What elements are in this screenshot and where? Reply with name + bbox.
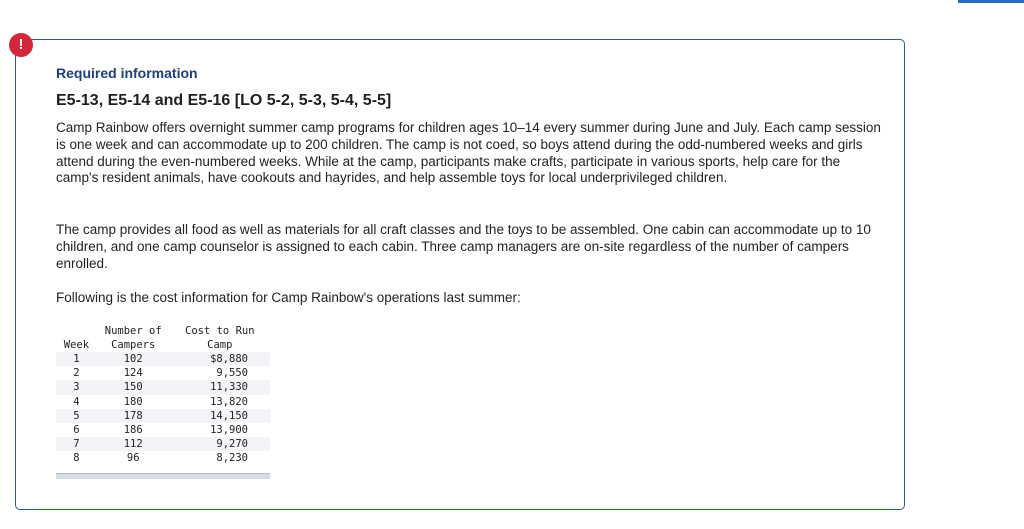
table-row — [56, 395, 270, 409]
cell-cost: 8,230 — [170, 451, 270, 465]
description-paragraph-2: The camp provides all food as well as materials for all craft classes and the toys to be assembled. One cabin can accommodate up to 10 children, and one camp counselor is assigned to each cabin. Three camp managers are on-site regardless of the number of campers enrolled. — [56, 222, 871, 271]
cost-information-table — [56, 324, 270, 466]
table-row — [56, 451, 270, 465]
cell-campers: 102 — [97, 352, 170, 366]
header-cost-top: Cost to Run — [185, 325, 255, 337]
cell-cost: $8,880 — [170, 352, 270, 366]
cell-cost: 13,900 — [170, 423, 270, 437]
table-header-row — [56, 338, 270, 352]
cell-week: 4 — [56, 395, 97, 409]
cell-cost: 11,330 — [170, 380, 270, 394]
cell-week: 5 — [56, 409, 97, 423]
table-row — [56, 409, 270, 423]
cell-campers: 180 — [97, 395, 170, 409]
cell-cost: 13,820 — [170, 395, 270, 409]
header-week-top — [56, 324, 97, 338]
table-row — [56, 352, 270, 366]
header-week: Week — [63, 339, 90, 351]
cell-campers: 186 — [97, 423, 170, 437]
table-row — [56, 423, 270, 437]
cell-campers: 112 — [97, 437, 170, 451]
header-cost: Camp — [207, 339, 233, 351]
table-header-row — [56, 324, 270, 338]
cell-cost: 9,270 — [170, 437, 270, 451]
alert-icon: ! — [9, 33, 33, 57]
cell-week: 6 — [56, 423, 97, 437]
required-information-panel — [15, 39, 905, 510]
cell-week: 1 — [56, 352, 97, 366]
problem-title: E5-13, E5-14 and E5-16 [LO 5-2, 5-3, 5-4, 5-5] — [56, 92, 392, 109]
cell-week: 3 — [56, 380, 97, 394]
table-scrollbar[interactable] — [56, 473, 270, 479]
header-campers-top: Number of — [104, 325, 162, 337]
cell-week: 8 — [56, 451, 97, 465]
description-paragraph-1: Camp Rainbow offers overnight summer camp programs for children ages 10–14 every summer during June and July. Each camp session is one week and can accommodate up to 200 children. The camp is not coed, so boys attend during the odd-numbered weeks and girls attend during the even-numbered weeks. While at the camp, participants make crafts, participate in various sports, help care for the camp's resident animals, have cookouts and hayrides, and help assemble toys for local underprivileged children. — [56, 120, 881, 186]
cell-campers: 150 — [97, 380, 170, 394]
header-campers: Campers — [111, 339, 156, 351]
table-row — [56, 366, 270, 380]
top-accent-bar — [958, 0, 1024, 3]
table-row — [56, 380, 270, 394]
table-row — [56, 437, 270, 451]
cell-cost: 9,550 — [170, 366, 270, 380]
cell-cost: 14,150 — [170, 409, 270, 423]
cell-campers: 124 — [97, 366, 170, 380]
cell-week: 7 — [56, 437, 97, 451]
cell-campers: 178 — [97, 409, 170, 423]
cell-campers: 96 — [97, 451, 170, 465]
description-paragraph-3: Following is the cost information for Camp Rainbow's operations last summer: — [56, 290, 521, 305]
required-information-heading: Required information — [56, 65, 198, 81]
cell-week: 2 — [56, 366, 97, 380]
